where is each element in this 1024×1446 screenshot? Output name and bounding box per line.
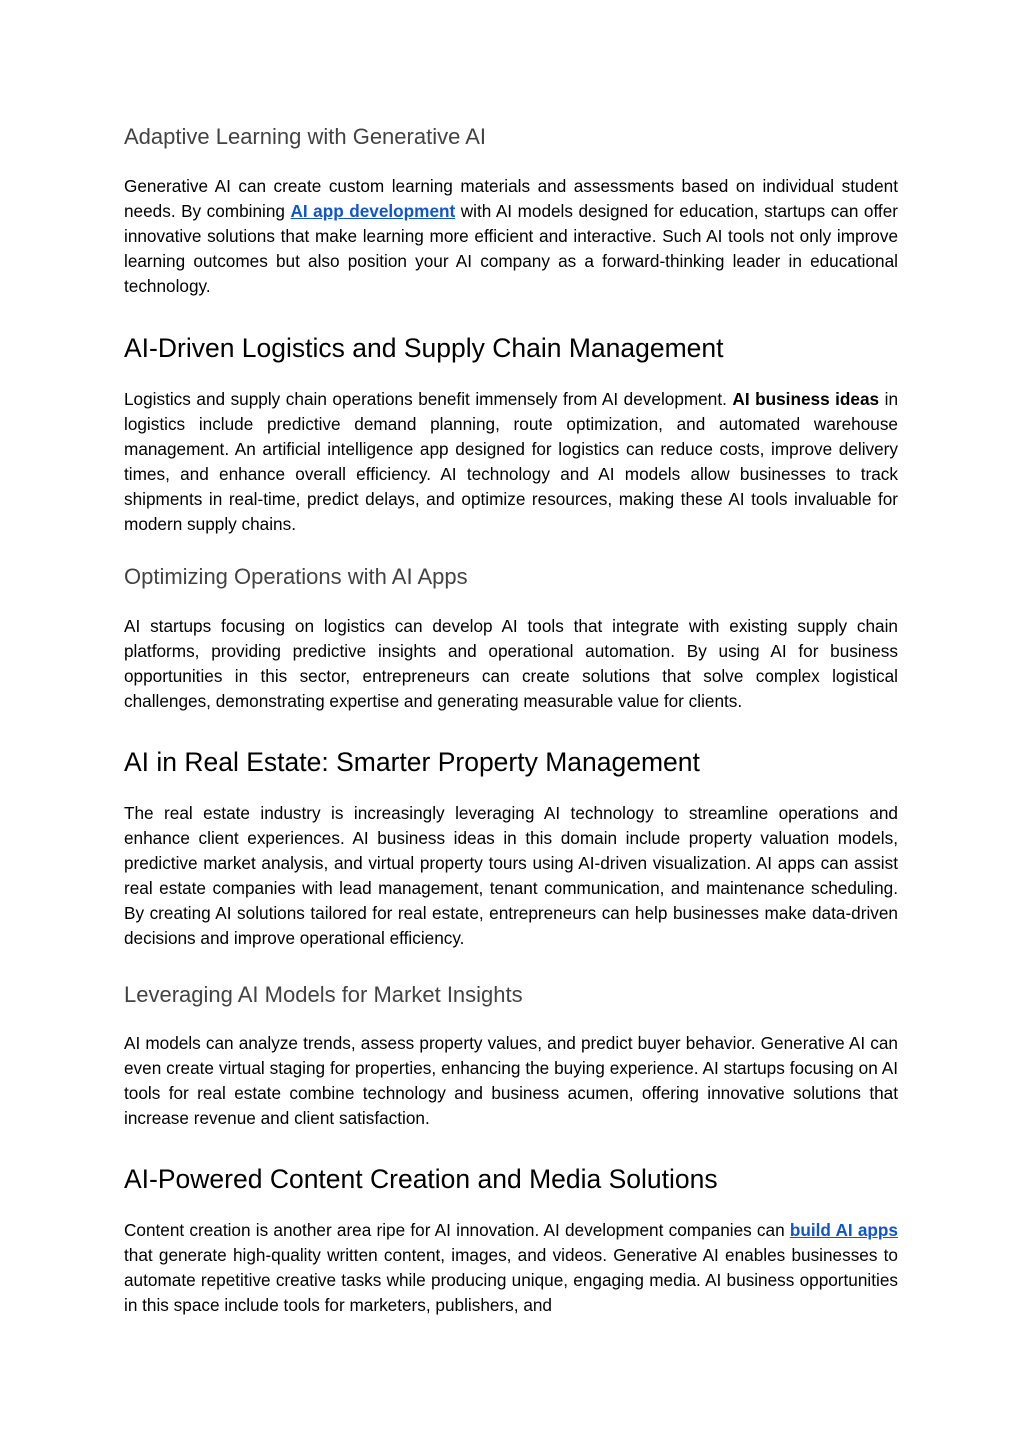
paragraph-text: in logistics include predictive demand planning, route optimization, and automated warehouse management. An artificial intelligence app designed for logistics can reduce costs, improve delivery times, and enhance overall efficiency. AI technology and AI models allow businesses to track shipments in real-time, predict delays, and optimize resources, making these AI tools invaluable for modern supply chains. [124,389,899,534]
heading-adaptive-learning: Adaptive Learning with Generative AI [124,124,487,149]
paragraph-ai-logistics [124,387,898,537]
paragraph-adaptive-learning [124,174,898,299]
heading-content-creation: AI-Powered Content Creation and Media Solutions [124,1164,718,1194]
paragraph-market-insights: AI models can analyze trends, assess property values, and predict buyer behavior. Generative AI can even create virtual staging for properties, enhancing the buying experience. AI startups focusing on AI tools for real estate combine technology and business acumen, offering innovative solutions that increase revenue and client satisfaction. [124,1033,898,1128]
paragraph-text: Logistics and supply chain operations benefit immensely from AI development. [124,389,733,409]
link-ai-app-development[interactable]: AI app development [290,201,456,221]
paragraph-ai-real-estate: The real estate industry is increasingly leveraging AI technology to streamline operations and enhance client experiences. AI business ideas in this domain include property valuation models, predictive market analysis, and virtual property tours using AI-driven visualization. AI apps can assist real estate companies with lead management, tenant communication, and maintenance scheduling. By creating AI solutions tailored for real estate, entrepreneurs can help businesses make data-driven decisions and improve operational efficiency. [124,803,898,948]
paragraph-text: Content creation is another area ripe for AI innovation. AI development companies can [124,1220,790,1240]
heading-ai-real-estate: AI in Real Estate: Smarter Property Management [124,747,700,777]
heading-ai-logistics: AI-Driven Logistics and Supply Chain Management [124,333,724,363]
paragraph-content-creation [124,1218,898,1318]
bold-ai-business-ideas: AI business ideas [732,389,880,409]
link-build-ai-apps[interactable]: build AI apps [789,1220,898,1240]
paragraph-text: Generative AI can create custom learning materials and assessments based on individual student needs. By combining [124,176,898,221]
paragraph-optimizing-operations: AI startups focusing on logistics can develop AI tools that integrate with existing supply chain platforms, providing predictive insights and operational automation. By using AI for business opportunities in this sector, entrepreneurs can create solutions that solve complex logistical challenges, demonstrating expertise and generating measurable value for clients. [124,616,898,711]
heading-optimizing-operations: Optimizing Operations with AI Apps [124,564,468,589]
heading-market-insights: Leveraging AI Models for Market Insights [124,982,523,1007]
paragraph-text: with AI models designed for education, startups can offer innovative solutions that make learning more efficient and interactive. Such AI tools not only improve learning outcomes but also position your AI company as a forward-thinking leader in educational technology. [124,201,898,296]
paragraph-text: that generate high-quality written content, images, and videos. Generative AI enables businesses to automate repetitive creative tasks while producing unique, engaging media. AI business opportunities in this space include tools for marketers, publishers, and [124,1245,898,1315]
